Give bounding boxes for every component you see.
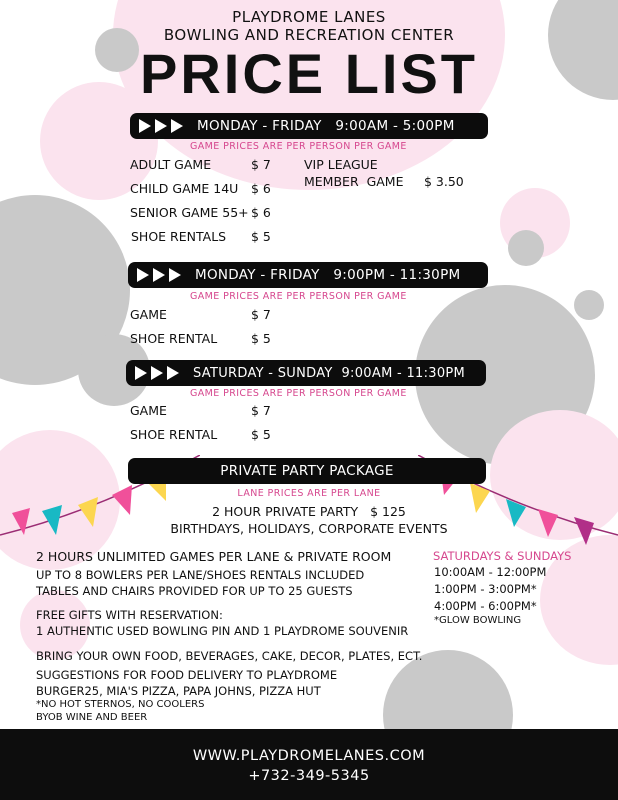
website-link[interactable]: WWW.PLAYDROMELANES.COM <box>192 748 426 764</box>
party-headline: 2 HOURS UNLIMITED GAMES PER LANE & PRIVATE ROOM <box>36 549 392 564</box>
session-banner-label: MONDAY - FRIDAY 9:00PM - 11:30PM <box>195 267 461 283</box>
vip-label-line2: MEMBER GAME <box>304 174 404 189</box>
rule-line: BYOB WINE AND BEER <box>36 712 148 723</box>
price-value: $ 6 <box>251 181 271 196</box>
session-note: GAME PRICES ARE PER PERSON PER GAME <box>190 141 407 152</box>
price-value: $ 7 <box>251 307 271 322</box>
vip-label-line1: VIP LEAGUE <box>304 157 378 172</box>
byo-line: BRING YOUR OWN FOOD, BEVERAGES, CAKE, DECOR, PLATES, ECT. <box>36 649 423 663</box>
price-label: GAME <box>130 307 167 322</box>
party-offer: 2 HOUR PRIVATE PARTY $ 125 <box>212 504 406 519</box>
food-title: SUGGESTIONS FOR FOOD DELIVERY TO PLAYDROME <box>36 668 338 682</box>
food-list: BURGER25, MIA'S PIZZA, PAPA JOHNS, PIZZA HUT <box>36 684 321 698</box>
vip-price: $ 3.50 <box>424 174 464 189</box>
price-value: $ 7 <box>251 157 271 172</box>
gray-circle-right-tiny <box>574 290 604 320</box>
gifts-line: 1 AUTHENTIC USED BOWLING PIN AND 1 PLAYDROME SOUVENIR <box>36 624 409 638</box>
party-detail-line: UP TO 8 BOWLERS PER LANE/SHOES RENTALS INCLUDED <box>36 568 365 582</box>
price-label: SHOE RENTAL <box>130 331 218 346</box>
gray-circle-right-small <box>508 230 544 266</box>
phone-number[interactable]: +732-349-5345 <box>248 768 370 784</box>
weekend-slot: 4:00PM - 6:00PM* <box>434 599 537 613</box>
gifts-title: FREE GIFTS WITH RESERVATION: <box>36 608 223 622</box>
price-label: SHOE RENTAL <box>130 427 218 442</box>
price-label: SHOE RENTALS <box>131 229 227 244</box>
price-label: CHILD GAME 14U <box>130 181 239 196</box>
party-banner-label: PRIVATE PARTY PACKAGE <box>220 463 394 479</box>
session-note: GAME PRICES ARE PER PERSON PER GAME <box>190 388 407 399</box>
weekend-slot: 1:00PM - 3:00PM* <box>434 582 537 596</box>
price-label: SENIOR GAME 55+ <box>130 205 249 220</box>
party-detail-line: TABLES AND CHAIRS PROVIDED FOR UP TO 25 GUESTS <box>36 584 353 598</box>
party-banner <box>128 458 486 484</box>
triple-arrow-icon <box>135 366 179 380</box>
session-banner-weekday-night <box>128 262 488 288</box>
session-banner-label: SATURDAY - SUNDAY 9:00AM - 11:30PM <box>193 365 466 381</box>
rule-line: *NO HOT STERNOS, NO COOLERS <box>36 699 205 710</box>
session-banner-label: MONDAY - FRIDAY 9:00AM - 5:00PM <box>197 118 455 134</box>
price-label: ADULT GAME <box>130 157 212 172</box>
price-value: $ 5 <box>251 427 271 442</box>
footer-bar <box>0 729 618 800</box>
session-banner-weekday-day <box>130 113 488 139</box>
weekend-slot: 10:00AM - 12:00PM <box>434 565 547 579</box>
party-occasions: BIRTHDAYS, HOLIDAYS, CORPORATE EVENTS <box>170 521 448 536</box>
venue-name: PLAYDROME LANES <box>232 8 386 26</box>
page-title: PRICE LIST <box>139 42 479 105</box>
party-note: LANE PRICES ARE PER LANE <box>237 488 381 499</box>
venue-subtitle: BOWLING AND RECREATION CENTER <box>163 26 455 44</box>
session-note: GAME PRICES ARE PER PERSON PER GAME <box>190 291 407 302</box>
triple-arrow-icon <box>139 119 183 133</box>
price-value: $ 6 <box>251 205 271 220</box>
price-value: $ 5 <box>251 331 271 346</box>
price-value: $ 7 <box>251 403 271 418</box>
price-value: $ 5 <box>251 229 271 244</box>
weekend-title: SATURDAYS & SUNDAYS <box>433 549 572 563</box>
session-banner-weekend <box>126 360 486 386</box>
glow-footnote: *GLOW BOWLING <box>434 615 522 626</box>
triple-arrow-icon <box>137 268 181 282</box>
price-label: GAME <box>130 403 167 418</box>
